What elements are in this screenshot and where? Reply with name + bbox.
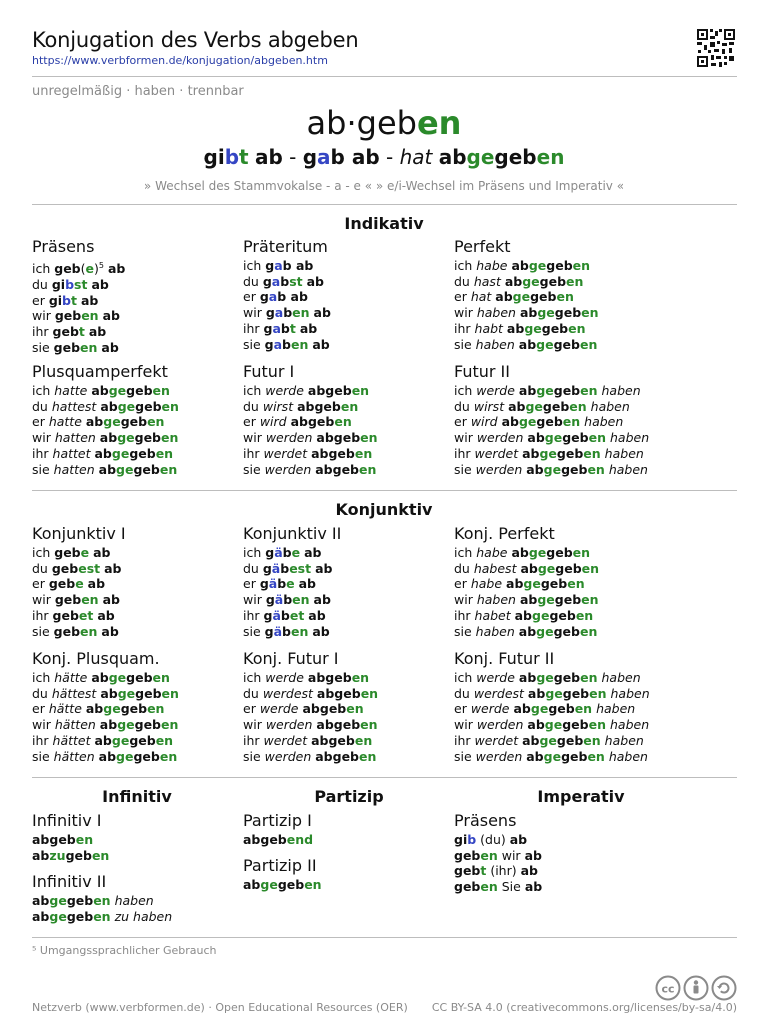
conjugation-form: ich gebe ab	[32, 545, 111, 560]
conjugation-form: ich werde abgeben	[243, 383, 370, 398]
conjugation-form: abgegeben	[243, 877, 322, 892]
divider	[32, 490, 737, 491]
cell-konj-perfekt	[454, 524, 669, 639]
footnote: ⁵ Umgangssprachlicher Gebrauch	[32, 944, 217, 957]
conjugation-form: wir geben ab	[32, 308, 120, 324]
tense-title: Präteritum	[243, 237, 328, 256]
section-imperativ: Imperativ	[537, 787, 625, 806]
conjugation-form: ihr hättet abgegeben	[32, 732, 174, 748]
divider	[32, 777, 737, 778]
tense-title: Infinitiv I	[32, 811, 102, 830]
conjugation-form: du wirst abgegeben haben	[454, 398, 630, 414]
conjugation-form: ihr gabt ab	[243, 320, 318, 336]
conjugation-form: ich gab ab	[243, 258, 314, 273]
cell-konjunktiv-1	[32, 524, 247, 639]
conjugation-form: ihr werdet abgegeben haben	[454, 732, 644, 748]
conjugation-form: du gibst ab	[32, 276, 109, 292]
footer-license[interactable]: CC BY-SA 4.0 (creativecommons.org/licenses/by-sa/4.0)	[431, 1001, 737, 1014]
conjugation-form: geben wir ab	[454, 847, 542, 863]
conjugation-form: sie haben abgegeben	[454, 336, 598, 352]
tense-title: Infinitiv II	[32, 872, 107, 891]
conjugation-form: abgebend	[243, 832, 314, 847]
cell-konj-plusquam	[32, 649, 247, 764]
cell-konj-futur-2	[454, 649, 669, 764]
conjugation-form: sie hätten abgegeben	[32, 748, 178, 764]
tense-title: Futur II	[454, 362, 510, 381]
conjugation-form: ihr werdet abgeben	[243, 732, 373, 748]
cell-plusquamperfekt	[32, 362, 247, 477]
conjugation-form: wir haben abgegeben	[454, 592, 599, 608]
conjugation-form: ihr werdet abgeben	[243, 445, 373, 461]
source-url[interactable]: https://www.verbformen.de/konjugation/abgeben.htm	[32, 54, 328, 67]
conjugation-form: abgegeben zu haben	[32, 908, 173, 924]
tense-title: Präsens	[454, 811, 517, 830]
cell-partizip-2	[243, 856, 458, 893]
conjugation-form: ich werde abgeben	[243, 670, 370, 685]
tense-title: Konj. Futur II	[454, 649, 555, 668]
conjugation-form: du werdest abgeben	[243, 685, 379, 701]
conjugation-form: wir werden abgegeben haben	[454, 430, 650, 446]
conjugation-form: ich habe abgegeben	[454, 258, 591, 273]
conjugation-form: sie werden abgeben	[243, 748, 377, 764]
tense-title: Konj. Perfekt	[454, 524, 555, 543]
conjugation-form: abgeben	[32, 832, 94, 847]
qr-code-icon	[696, 28, 736, 68]
conjugation-form: gib (du) ab	[454, 832, 528, 847]
cc-by-sa-license-icon[interactable]	[655, 975, 737, 1001]
conjugation-form: er werde abgeben	[243, 701, 364, 717]
conjugation-form: ich gäbe ab	[243, 545, 322, 560]
vowel-change-note: » Wechsel des Stammvokalse - a - e « » e/i-Wechsel im Präsens und Imperativ «	[143, 179, 625, 193]
conjugation-form: wir werden abgeben	[243, 430, 378, 446]
section-partizip: Partizip	[314, 787, 384, 806]
section-infinitiv: Infinitiv	[102, 787, 172, 806]
tense-title: Partizip I	[243, 811, 312, 830]
cell-infinitiv-2	[32, 872, 247, 924]
conjugation-form: ihr gebt ab	[32, 323, 107, 339]
conjugation-form: ihr hattet abgegeben	[32, 445, 174, 461]
conjugation-form: du werdest abgegeben haben	[454, 685, 650, 701]
conjugation-form: wir hatten abgegeben	[32, 430, 179, 446]
conjugation-form: wir geben ab	[32, 592, 120, 608]
conjugation-form: abgegeben haben	[32, 893, 154, 908]
conjugation-form: gebt (ihr) ab	[454, 863, 538, 879]
conjugation-form: sie geben ab	[32, 339, 119, 355]
conjugation-form: ich hatte abgegeben	[32, 383, 170, 398]
cell-futur-1	[243, 362, 458, 477]
conjugation-form: ihr gäbet ab	[243, 607, 326, 623]
conjugation-form: sie geben ab	[32, 623, 119, 639]
conjugation-form: ich $geb(e)^5$ ab	[32, 261, 126, 277]
page-title: Konjugation des Verbs abgeben	[32, 28, 359, 52]
conjugation-form: du habest abgegeben	[454, 560, 600, 576]
conjugation-form: er habe abgegeben	[454, 576, 585, 592]
conjugation-form: er gebe ab	[32, 576, 106, 592]
conjugation-form: wir hätten abgegeben	[32, 717, 179, 733]
conjugation-form: du wirst abgeben	[243, 398, 359, 414]
divider	[32, 937, 737, 938]
conjugation-form: sie hatten abgegeben	[32, 461, 178, 477]
conjugation-form: sie gaben ab	[243, 336, 330, 352]
cell-partizip-1	[243, 811, 458, 848]
conjugation-form: wir gaben ab	[243, 305, 331, 321]
conjugation-form: abzugeben	[32, 847, 110, 863]
conjugation-form: du gabst ab	[243, 273, 324, 289]
divider	[32, 76, 737, 77]
conjugation-form: geben Sie ab	[454, 879, 543, 895]
conjugation-form: ihr habt abgegeben	[454, 320, 586, 336]
conjugation-form: du hattest abgegeben	[32, 398, 179, 414]
tense-title: Futur I	[243, 362, 295, 381]
tense-title: Konjunktiv I	[32, 524, 126, 543]
conjugation-form: ihr gebet ab	[32, 607, 115, 623]
headword: ab·geben	[306, 104, 462, 142]
footer-publisher[interactable]: Netzverb (www.verbformen.de) · Open Educational Resources (OER)	[32, 1001, 408, 1014]
conjugation-form: ich hätte abgegeben	[32, 670, 170, 685]
conjugation-form: er hätte abgegeben	[32, 701, 165, 717]
tense-title: Präsens	[32, 237, 95, 256]
svg-text:cc: cc	[661, 982, 675, 996]
conjugation-form: er hat abgegeben	[454, 289, 574, 305]
conjugation-form: wir werden abgeben	[243, 717, 378, 733]
principal-forms: gibt ab - gab ab - hat abgegeben	[203, 145, 565, 169]
conjugation-form: du gebest ab	[32, 560, 122, 576]
cell-praeteritum	[243, 237, 458, 352]
divider	[32, 204, 737, 205]
conjugation-form: du hättest abgegeben	[32, 685, 179, 701]
conjugation-form: ich werde abgegeben haben	[454, 670, 641, 685]
tense-title: Perfekt	[454, 237, 511, 256]
conjugation-form: du hast abgegeben	[454, 273, 584, 289]
conjugation-form: sie haben abgegeben	[454, 623, 598, 639]
conjugation-form: wir werden abgegeben haben	[454, 717, 650, 733]
cell-imperativ-praesens	[454, 811, 669, 895]
cell-futur-2	[454, 362, 669, 477]
conjugation-form: er wird abgeben	[243, 414, 352, 430]
conjugation-form: er gab ab	[243, 289, 308, 305]
tense-title: Plusquamperfekt	[32, 362, 168, 381]
cell-infinitiv-1	[32, 811, 247, 863]
conjugation-form: ich werde abgegeben haben	[454, 383, 641, 398]
cell-konj-futur-1	[243, 649, 458, 764]
conjugation-form: er wird abgegeben haben	[454, 414, 624, 430]
cell-konjunktiv-2	[243, 524, 458, 639]
conjugation-form: ihr habet abgegeben	[454, 607, 594, 623]
tense-title: Konj. Plusquam.	[32, 649, 160, 668]
conjugation-form: ihr werdet abgegeben haben	[454, 445, 644, 461]
conjugation-form: sie gäben ab	[243, 623, 330, 639]
conjugation-form: wir haben abgegeben	[454, 305, 599, 321]
conjugation-form: er hatte abgegeben	[32, 414, 165, 430]
conjugation-form: er werde abgegeben haben	[454, 701, 636, 717]
cell-perfekt	[454, 237, 669, 352]
conjugation-form: wir gäben ab	[243, 592, 331, 608]
section-konjunktiv: Konjunktiv	[335, 500, 433, 519]
tense-title: Konj. Futur I	[243, 649, 339, 668]
section-indikativ: Indikativ	[344, 214, 424, 233]
conjugation-form: er gibt ab	[32, 292, 99, 308]
conjugation-form: sie werden abgeben	[243, 461, 377, 477]
conjugation-form: sie werden abgegeben haben	[454, 461, 648, 477]
verb-tags: unregelmäßig · haben · trennbar	[32, 84, 244, 99]
tense-title: Partizip II	[243, 856, 317, 875]
conjugation-form: du gäbest ab	[243, 560, 333, 576]
conjugation-form: sie werden abgegeben haben	[454, 748, 648, 764]
conjugation-form: ich habe abgegeben	[454, 545, 591, 560]
conjugation-form: er gäbe ab	[243, 576, 317, 592]
cell-praesens	[32, 237, 247, 355]
tense-title: Konjunktiv II	[243, 524, 342, 543]
